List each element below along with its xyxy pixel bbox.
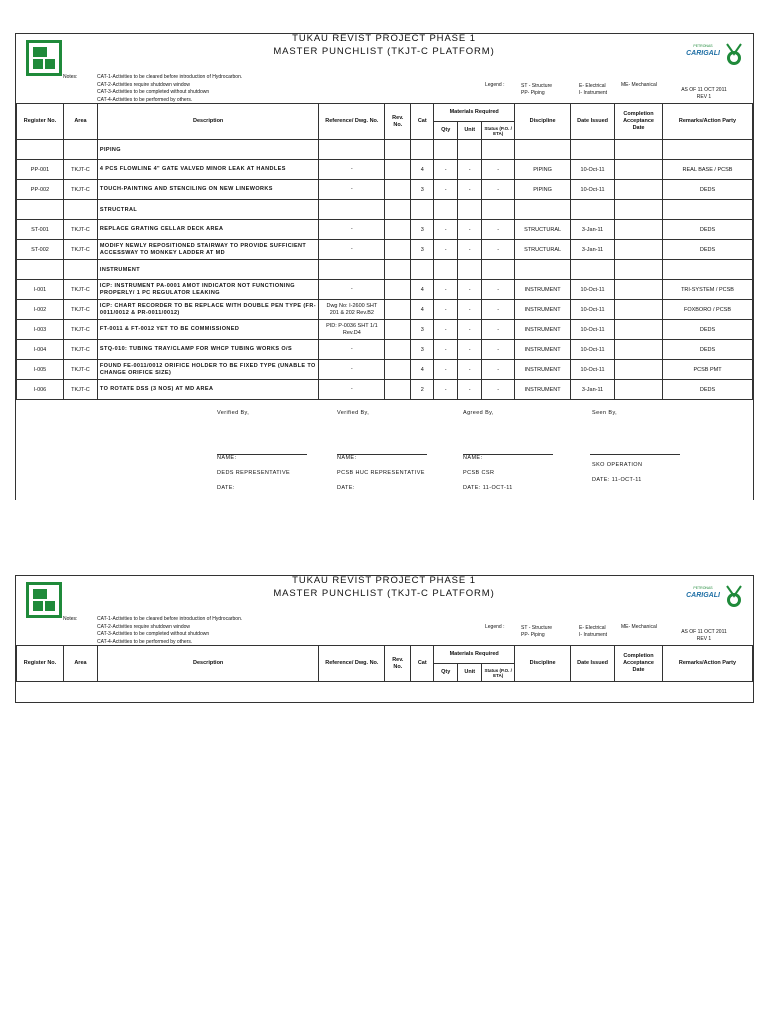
discipline-cell: STRUCTURAL: [515, 220, 571, 240]
punchlist-sheet-1: [15, 33, 754, 500]
area-cell: TKJT-C: [63, 320, 97, 340]
description-cell: 4 PCS FLOWLINE 4" GATE VALVED MINOR LEAK AT HANDLES: [97, 160, 318, 180]
register-cell: I-004: [17, 340, 64, 360]
rev-cell: [385, 180, 411, 200]
qty-cell: -: [434, 180, 458, 200]
register-cell: ST-001: [17, 220, 64, 240]
table-row: [17, 360, 753, 380]
signature-3-date: DATE: 11-OCT-11: [463, 485, 513, 491]
rev-cell: [385, 220, 411, 240]
col-area: Area: [63, 646, 97, 682]
reference-cell: -: [319, 180, 385, 200]
col-reference: Reference/ Dwg. No.: [319, 646, 385, 682]
completion-cell: [615, 360, 663, 380]
table-row: [17, 160, 753, 180]
legend-label: Legend :: [485, 82, 505, 88]
area-cell: TKJT-C: [63, 340, 97, 360]
sheet-header: [16, 576, 753, 656]
legend-item: PP- Piping: [521, 89, 545, 96]
section-row: [17, 260, 753, 280]
notes-label: Notes:: [63, 616, 78, 622]
notes-list: [97, 616, 242, 646]
unit-cell: -: [458, 240, 482, 260]
brand-small-text: PETRONAS: [693, 44, 713, 48]
table-row: [17, 220, 753, 240]
note-item: CAT-2-Activities require shutdown window: [97, 81, 191, 88]
signature-2-heading: Verified By,: [337, 410, 370, 416]
cat-cell: 4: [411, 360, 434, 380]
date-issued-cell: 10-Oct-11: [571, 320, 615, 340]
legend-item: I- Instrument: [579, 631, 608, 638]
signature-1-heading: Verified By,: [217, 410, 250, 416]
empty-cell: [63, 200, 97, 220]
completion-cell: [615, 380, 663, 400]
empty-cell: [515, 260, 571, 280]
legend-column-1: [521, 625, 552, 638]
date-issued-cell: 10-Oct-11: [571, 280, 615, 300]
discipline-cell: STRUCTURAL: [515, 240, 571, 260]
revision-number: REV 1: [696, 635, 712, 642]
empty-cell: [482, 140, 515, 160]
note-item: CAT-1-Activities to be cleared before introduction of Hydrocarbon.: [97, 616, 243, 622]
reference-cell: -: [319, 280, 385, 300]
empty-cell: [663, 200, 753, 220]
unit-cell: -: [458, 300, 482, 320]
signature-4-line: [590, 454, 680, 455]
unit-cell: -: [458, 320, 482, 340]
empty-cell: [615, 140, 663, 160]
description-cell: REPLACE GRATING CELLAR DECK AREA: [97, 220, 318, 240]
legend-item: PP- Piping: [521, 631, 545, 638]
qty-cell: -: [434, 220, 458, 240]
status-cell: -: [482, 380, 515, 400]
signature-3-heading: Agreed By,: [463, 410, 494, 416]
area-cell: TKJT-C: [63, 360, 97, 380]
col-unit: Unit: [458, 664, 482, 682]
signature-1-date: DATE:: [217, 485, 235, 491]
rev-cell: [385, 240, 411, 260]
unit-cell: -: [458, 340, 482, 360]
col-rev: Rev. No.: [385, 646, 411, 682]
cat-cell: 3: [411, 180, 434, 200]
rev-cell: [385, 280, 411, 300]
remarks-cell: DEDS: [663, 220, 753, 240]
signature-3-role: PCSB CSR: [463, 470, 495, 476]
section-row: [17, 140, 753, 160]
empty-cell: [571, 260, 615, 280]
discipline-cell: INSTRUMENT: [515, 380, 571, 400]
date-issued-cell: 3-Jan-11: [571, 380, 615, 400]
empty-cell: [663, 260, 753, 280]
qty-cell: -: [434, 320, 458, 340]
cat-cell: 4: [411, 160, 434, 180]
col-remarks: Remarks/Action Party: [662, 646, 752, 682]
empty-cell: [458, 200, 482, 220]
signature-4-role: SKO OPERATION: [592, 462, 643, 468]
table-row: [17, 380, 753, 400]
col-remarks: Remarks/Action Party: [663, 104, 753, 140]
remarks-cell: DEDS: [663, 240, 753, 260]
col-unit: Unit: [458, 122, 482, 140]
empty-cell: [482, 200, 515, 220]
note-item: CAT-4-Activities to be performed by others.: [97, 638, 193, 645]
document-title: [166, 574, 602, 600]
unit-cell: -: [458, 280, 482, 300]
date-issued-cell: 10-Oct-11: [571, 340, 615, 360]
notes-label: Notes:: [63, 74, 78, 80]
brand-text: CARIGALI: [686, 50, 720, 57]
legend-column-2: [579, 625, 607, 638]
description-cell: MODIFY NEWLY REPOSITIONED STAIRWAY TO PROVIDE SUFFICIENT ACCESSWAY TO MONKEY LADDER AT MD: [97, 240, 318, 260]
remarks-cell: DEDS: [663, 380, 753, 400]
completion-cell: [615, 300, 663, 320]
date-issued-cell: 10-Oct-11: [571, 360, 615, 380]
empty-cell: [385, 140, 411, 160]
rev-cell: [385, 380, 411, 400]
signature-1-role: DEDS REPRESENTATIVE: [217, 470, 291, 476]
cat-cell: 3: [411, 340, 434, 360]
rev-cell: [385, 300, 411, 320]
cat-cell: 3: [411, 240, 434, 260]
qty-cell: -: [434, 280, 458, 300]
empty-cell: [385, 260, 411, 280]
qty-cell: -: [434, 340, 458, 360]
register-cell: PP-001: [17, 160, 64, 180]
area-cell: TKJT-C: [63, 240, 97, 260]
reference-cell: Dwg No: I-2600 SHT 201 & 202 Rev.B2: [319, 300, 385, 320]
note-item: CAT-1-Activities to be cleared before introduction of Hydrocarbon.: [97, 74, 243, 80]
discipline-cell: INSTRUMENT: [515, 320, 571, 340]
unit-cell: -: [458, 180, 482, 200]
status-cell: -: [482, 280, 515, 300]
company-logo-left: [26, 582, 62, 618]
col-rev: Rev. No.: [385, 104, 411, 140]
legend-column-3: [621, 624, 657, 631]
legend-item: ST - Structure: [521, 625, 553, 631]
col-status: Status (P.O. / ETA): [482, 664, 515, 682]
table-row: [17, 340, 753, 360]
area-cell: TKJT-C: [63, 180, 97, 200]
register-cell: PP-002: [17, 180, 64, 200]
date-issued-cell: 10-Oct-11: [571, 160, 615, 180]
table-row: [17, 320, 753, 340]
description-cell: ICP: INSTRUMENT PA-0001 AMOT INDICATOR NOT FUNCTIONING PROPERLY/ 1 PC REGULATOR LEAKING: [97, 280, 318, 300]
cat-cell: 4: [411, 280, 434, 300]
completion-cell: [615, 320, 663, 340]
date-issued-cell: 10-Oct-11: [571, 180, 615, 200]
reference-cell: -: [319, 360, 385, 380]
qty-cell: -: [434, 240, 458, 260]
remarks-cell: DEDS: [663, 340, 753, 360]
reference-cell: -: [319, 340, 385, 360]
qty-cell: -: [434, 160, 458, 180]
area-cell: TKJT-C: [63, 160, 97, 180]
title-line-1: TUKAU REVIST PROJECT PHASE 1: [292, 575, 476, 586]
register-cell: I-002: [17, 300, 64, 320]
empty-cell: [663, 140, 753, 160]
cat-cell: 2: [411, 380, 434, 400]
col-description: Description: [97, 646, 318, 682]
completion-cell: [615, 340, 663, 360]
legend-item: E- Electrical: [579, 625, 606, 631]
empty-cell: [615, 260, 663, 280]
empty-cell: [319, 140, 385, 160]
col-completion: Completion Acceptance Date: [615, 646, 663, 682]
rev-cell: [385, 320, 411, 340]
empty-cell: [571, 140, 615, 160]
section-label: STRUCTRAL: [97, 200, 318, 220]
empty-cell: [411, 200, 434, 220]
revision-info: [656, 629, 752, 642]
register-cell: I-003: [17, 320, 64, 340]
cat-cell: 3: [411, 320, 434, 340]
col-discipline: Discipline: [515, 646, 571, 682]
signature-1-name: NAME:: [217, 455, 237, 461]
petronas-carigali-logo: [681, 582, 743, 614]
signature-2-role: PCSB HUC REPRESENTATIVE: [337, 470, 425, 476]
title-line-2: MASTER PUNCHLIST (TKJT-C PLATFORM): [273, 588, 495, 599]
title-line-2: MASTER PUNCHLIST (TKJT-C PLATFORM): [273, 46, 495, 57]
completion-cell: [615, 160, 663, 180]
legend-column-1: [521, 83, 552, 96]
status-cell: -: [482, 220, 515, 240]
unit-cell: -: [458, 380, 482, 400]
col-status: Status (P.O. / ETA): [482, 122, 515, 140]
status-cell: -: [482, 160, 515, 180]
section-row: [17, 200, 753, 220]
col-discipline: Discipline: [515, 104, 571, 140]
empty-cell: [434, 200, 458, 220]
col-cat: Cat: [411, 104, 434, 140]
as-of-date: AS OF 11 OCT 2011: [681, 87, 727, 93]
col-date-issued: Date Issued: [571, 646, 615, 682]
status-cell: -: [482, 180, 515, 200]
rev-cell: [385, 160, 411, 180]
register-cell: I-001: [17, 280, 64, 300]
empty-cell: [63, 260, 97, 280]
punchlist-table: [16, 103, 753, 400]
remarks-cell: PCSB PMT: [663, 360, 753, 380]
col-date-issued: Date Issued: [571, 104, 615, 140]
empty-cell: [411, 260, 434, 280]
empty-cell: [63, 140, 97, 160]
register-cell: I-006: [17, 380, 64, 400]
section-label: PIPING: [97, 140, 318, 160]
col-qty: Qty: [434, 122, 458, 140]
petronas-carigali-logo: [681, 40, 743, 72]
empty-cell: [515, 200, 571, 220]
remarks-cell: DEDS: [663, 180, 753, 200]
reference-cell: -: [319, 380, 385, 400]
note-item: CAT-4-Activities to be performed by others.: [97, 96, 193, 103]
remarks-cell: TRI-SYSTEM / PCSB: [663, 280, 753, 300]
area-cell: TKJT-C: [63, 300, 97, 320]
empty-cell: [458, 260, 482, 280]
col-materials: Materials Required: [434, 104, 515, 122]
signature-4-heading: Seen By,: [592, 410, 618, 416]
description-cell: FT-0011 & FT-0012 YET TO BE COMMISSIONED: [97, 320, 318, 340]
unit-cell: -: [458, 160, 482, 180]
empty-cell: [515, 140, 571, 160]
cat-cell: 4: [411, 300, 434, 320]
legend-column-2: [579, 83, 607, 96]
completion-cell: [615, 280, 663, 300]
completion-cell: [615, 240, 663, 260]
col-register: Register No.: [17, 646, 64, 682]
note-item: CAT-3-Activities to be completed without shutdown: [97, 631, 210, 637]
legend-item: I- Instrument: [579, 89, 608, 96]
punchlist-sheet-2: [15, 575, 754, 703]
remarks-cell: DEDS: [663, 320, 753, 340]
revision-info: [656, 87, 752, 100]
table-row: [17, 280, 753, 300]
reference-cell: PID: P-0036 SHT 1/1 Rev.D4: [319, 320, 385, 340]
company-logo-left: [26, 40, 62, 76]
table-row: [17, 300, 753, 320]
description-cell: ICP: CHART RECORDER TO BE REPLACE WITH DOUBLE PEN TYPE (FR-0011/0012 & PR-0011/0012): [97, 300, 318, 320]
notes-list: [97, 74, 242, 104]
sheet-header: [16, 34, 753, 114]
date-issued-cell: 3-Jan-11: [571, 240, 615, 260]
discipline-cell: INSTRUMENT: [515, 280, 571, 300]
empty-cell: [319, 200, 385, 220]
empty-cell: [17, 260, 64, 280]
empty-cell: [615, 200, 663, 220]
signature-4-date: DATE: 11-OCT-11: [592, 477, 642, 483]
status-cell: -: [482, 340, 515, 360]
empty-cell: [571, 200, 615, 220]
area-cell: TKJT-C: [63, 380, 97, 400]
brand-small-text: PETRONAS: [693, 586, 713, 590]
empty-cell: [17, 140, 64, 160]
col-register: Register No.: [17, 104, 64, 140]
status-cell: -: [482, 320, 515, 340]
brand-text: CARIGALI: [686, 592, 720, 599]
note-item: CAT-2-Activities require shutdown window: [97, 623, 191, 630]
col-cat: Cat: [411, 646, 434, 682]
rev-cell: [385, 340, 411, 360]
legend-label: Legend :: [485, 624, 505, 630]
register-cell: ST-002: [17, 240, 64, 260]
col-area: Area: [63, 104, 97, 140]
table-body: [17, 140, 753, 400]
col-qty: Qty: [434, 664, 458, 682]
description-cell: TOUCH-PAINTING AND STENCILING ON NEW LINEWORKS: [97, 180, 318, 200]
area-cell: TKJT-C: [63, 280, 97, 300]
legend-item: ST - Structure: [521, 83, 553, 89]
status-cell: -: [482, 360, 515, 380]
document-title: [166, 32, 602, 58]
completion-cell: [615, 180, 663, 200]
area-cell: TKJT-C: [63, 220, 97, 240]
date-issued-cell: 10-Oct-11: [571, 300, 615, 320]
discipline-cell: PIPING: [515, 180, 571, 200]
discipline-cell: PIPING: [515, 160, 571, 180]
legend-item: E- Electrical: [579, 83, 606, 89]
qty-cell: -: [434, 380, 458, 400]
reference-cell: -: [319, 240, 385, 260]
empty-cell: [319, 260, 385, 280]
completion-cell: [615, 220, 663, 240]
empty-cell: [385, 200, 411, 220]
qty-cell: -: [434, 360, 458, 380]
description-cell: FOUND FE-0011/0012 ORIFICE HOLDER TO BE FIXED TYPE (UNABLE TO CHANGE ORIFICE SIZE): [97, 360, 318, 380]
remarks-cell: REAL BASE / PCSB: [663, 160, 753, 180]
revision-number: REV 1: [696, 93, 712, 100]
date-issued-cell: 3-Jan-11: [571, 220, 615, 240]
legend-item: ME- Mechanical: [621, 82, 657, 88]
title-line-1: TUKAU REVIST PROJECT PHASE 1: [292, 33, 476, 44]
unit-cell: -: [458, 360, 482, 380]
status-cell: -: [482, 300, 515, 320]
legend-column-3: [621, 82, 657, 89]
empty-cell: [482, 260, 515, 280]
reference-cell: -: [319, 220, 385, 240]
unit-cell: -: [458, 220, 482, 240]
discipline-cell: INSTRUMENT: [515, 360, 571, 380]
rev-cell: [385, 360, 411, 380]
empty-cell: [17, 200, 64, 220]
table-header-row: [17, 104, 753, 122]
discipline-cell: INSTRUMENT: [515, 300, 571, 320]
empty-cell: [411, 140, 434, 160]
empty-cell: [434, 260, 458, 280]
qty-cell: -: [434, 300, 458, 320]
cat-cell: 3: [411, 220, 434, 240]
as-of-date: AS OF 11 OCT 2011: [681, 629, 727, 635]
table-header-row: [17, 646, 753, 664]
note-item: CAT-3-Activities to be completed without shutdown: [97, 89, 210, 95]
table-row: [17, 180, 753, 200]
empty-cell: [434, 140, 458, 160]
signature-3-name: NAME:: [463, 455, 483, 461]
register-cell: I-005: [17, 360, 64, 380]
remarks-cell: FOXBORO / PCSB: [663, 300, 753, 320]
col-completion: Completion Acceptance Date: [615, 104, 663, 140]
empty-cell: [458, 140, 482, 160]
punchlist-table-continued: [16, 645, 753, 682]
col-reference: Reference/ Dwg. No.: [319, 104, 385, 140]
legend-item: ME- Mechanical: [621, 624, 657, 630]
table-row: [17, 240, 753, 260]
section-label: INSTRUMENT: [97, 260, 318, 280]
discipline-cell: INSTRUMENT: [515, 340, 571, 360]
description-cell: TO ROTATE DSS (3 NOS) AT MD AREA: [97, 380, 318, 400]
signature-2-name: NAME:: [337, 455, 357, 461]
col-description: Description: [97, 104, 318, 140]
col-materials: Materials Required: [434, 646, 515, 664]
description-cell: STQ-010: TUBING TRAY/CLAMP FOR WHCP TUBING WORKS O/S: [97, 340, 318, 360]
status-cell: -: [482, 240, 515, 260]
reference-cell: -: [319, 160, 385, 180]
signature-2-date: DATE:: [337, 485, 355, 491]
